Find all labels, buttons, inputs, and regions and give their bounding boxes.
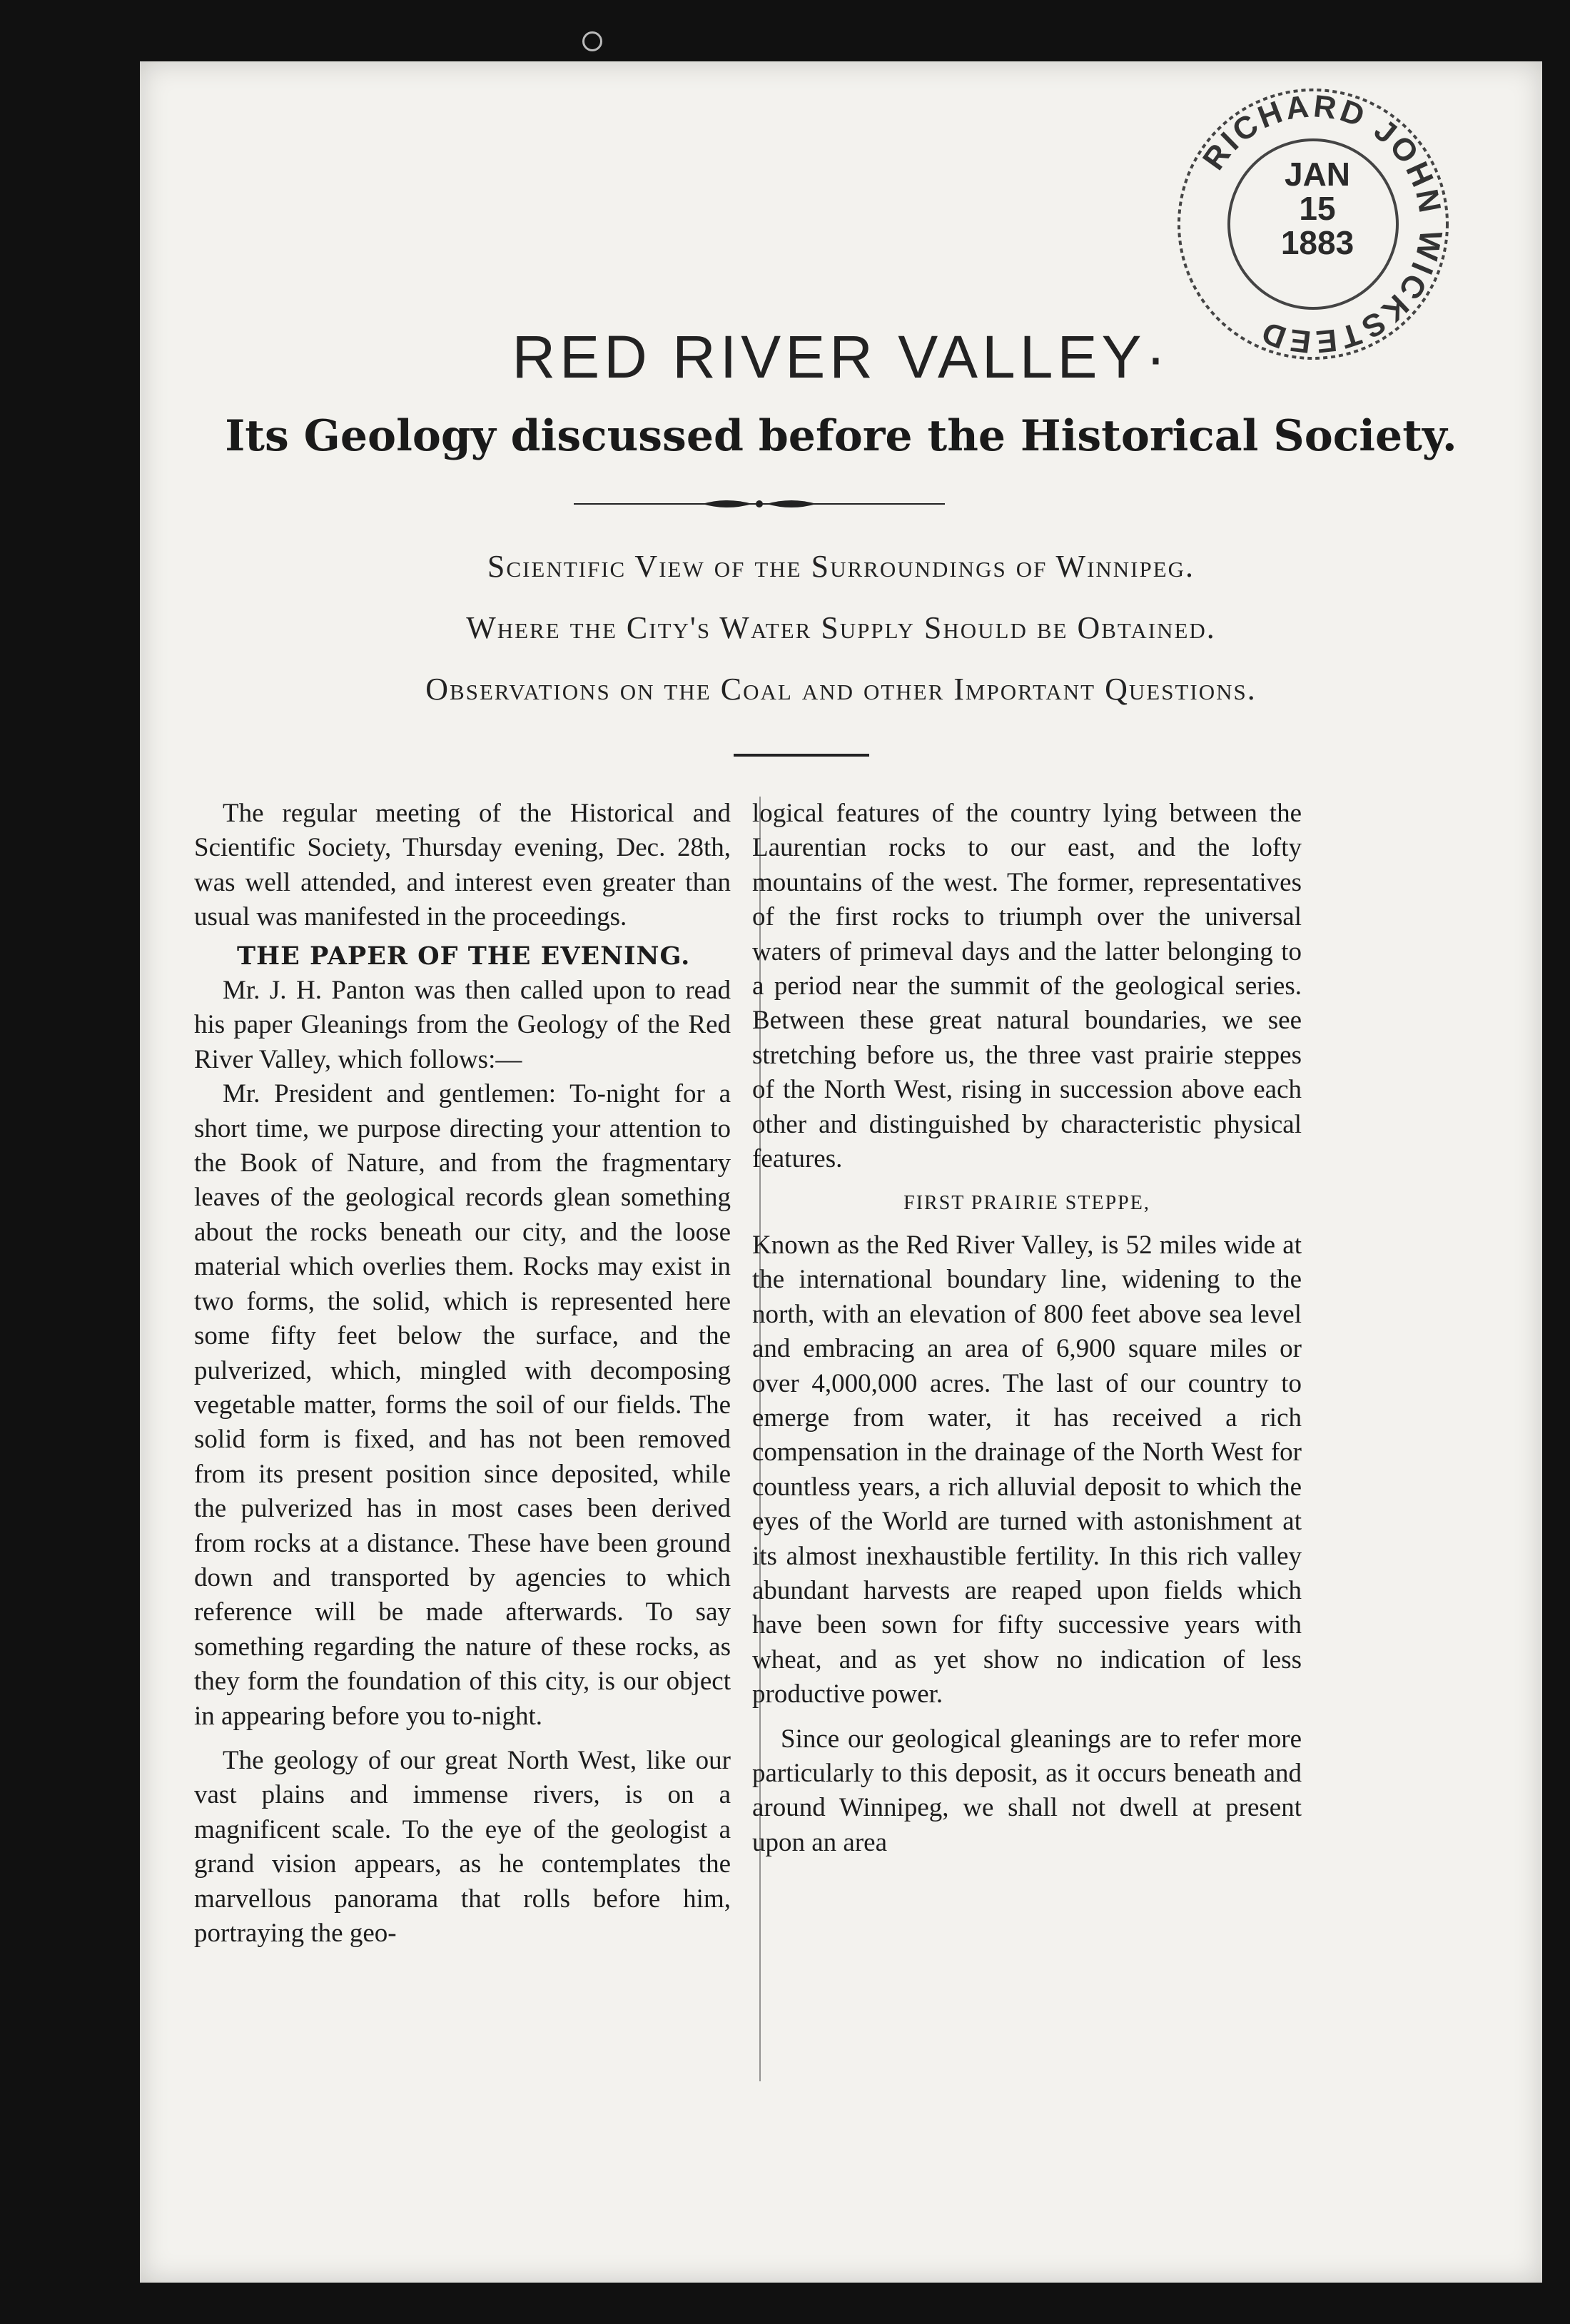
paragraph: Mr. President and gentlemen: To-night for a short time, we purpose directing your attention to the Book of Nature, and from the fragmentary leaves of the geological records glean something about the rocks beneath our city, and the loose material which overlies them. Rocks may exist in two forms, the solid, which is represented here some fifty feet below the surface, and the pulverized, which, mingled with decomposing vegetable matter, forms the soil of our fields. The solid form is fixed, and has not been removed from its present position since deposited, while the pulverized has in most cases been derived from rocks at a distance. These have been ground down and transported by agencies to which reference will be made afterwards. To say something regarding the nature of these rocks, as they form the foundation of this city, is our object in appearing before you to-night. <box>194 1079 731 1731</box>
stamp-day: 15 <box>1299 190 1336 227</box>
stamp-ring-text: RICHARD JOHN WICKSTEED <box>1195 89 1449 360</box>
stamp-month: JAN <box>1284 156 1351 193</box>
stamp-date <box>1260 157 1374 260</box>
headline-2: Where the City's Water Supply Should be Obtained. <box>466 610 1216 645</box>
paragraph: Since our geological gleanings are to refer more particularly to this deposit, as it occurs beneath and around Winnipeg, we shall not dwell at present upon an area <box>752 1724 1302 1857</box>
paragraph: The geology of our great North West, like our vast plains and immense rivers, is on a magnificent scale. To the eye of the geologist a grand vision appears, as he contemplates the marvellous panorama that rolls before him, portraying the geo- <box>194 1745 731 1948</box>
sub-heading: FIRST PRAIRIE STEPPE, <box>903 1192 1150 1215</box>
page-mark <box>582 31 602 51</box>
document-page <box>140 61 1542 2283</box>
page-subtitle: Its Geology discussed before the Historical Society. <box>225 411 1457 461</box>
left-column <box>194 797 731 1951</box>
headline-3: Observations on the Coal and other Important Questions. <box>425 672 1257 707</box>
paragraph: Mr. J. H. Panton was then called upon to read his paper Gleanings from the Geology of the Red River Valley, which follows:— <box>194 976 731 1074</box>
stamp-year: 1883 <box>1280 224 1354 261</box>
paragraph: Known as the Red River Valley, is 52 miles wide at the international boundary line, widening to the north, with an elevation of 800 feet above sea level and embracing an area of 6,900 square miles or over 4,000,000 acres. The last of our country to emerge from water, it has received a rich compensation in the drainage of the North West for countless years, a rich alluvial deposit to which the eyes of the World are turned with astonishment at its almost inexhaustible fertility. In this rich valley abundant harvests are reaped upon fields which have been sown for fifty successive years with wheat, and as yet show no indication of less productive power. <box>752 1230 1302 1709</box>
divider-rule <box>734 754 869 757</box>
right-column <box>752 797 1302 1860</box>
headline-1: Scientific View of the Surroundings of Winnipeg. <box>487 549 1195 584</box>
intro-paragraph: The regular meeting of the Historical and Scientific Society, Thursday evening, Dec. 28th, was well attended, and interest even greater than usual was manifested in the proceedings. <box>194 799 731 932</box>
paragraph: logical features of the country lying between the Laurentian rocks to our east, and the lofty mountains of the west. The former, representatives of the first rocks to triumph over the universal waters of primeval days and the latter belonging to a period near the summit of the geological series. Between these great natural boundaries, we see stretching before us, the three vast prairie steppes of the North West, rising in succession above each other and distinguished by characteristic physical features. <box>752 799 1302 1174</box>
ornament-rule <box>574 497 945 511</box>
section-heading: THE PAPER OF THE EVENING. <box>237 941 691 971</box>
page-title: RED RIVER VALLEY· <box>512 323 1170 390</box>
